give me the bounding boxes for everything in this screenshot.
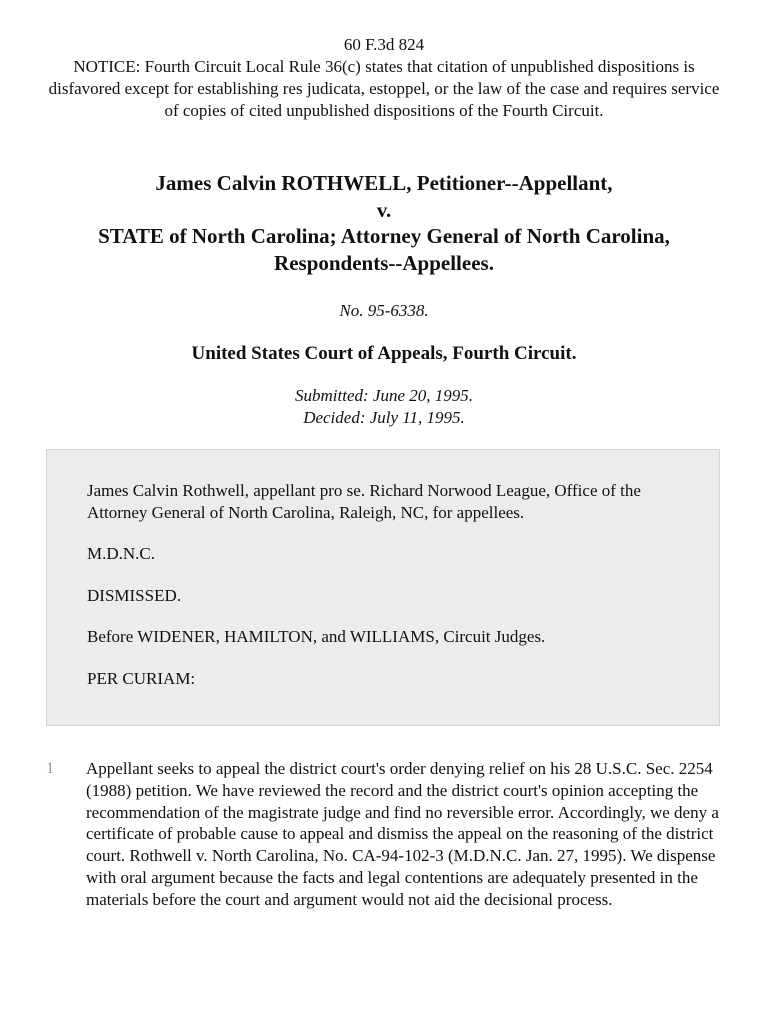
document-header <box>40 34 728 122</box>
prelim-box <box>46 449 720 726</box>
unpublished-notice: NOTICE: Fourth Circuit Local Rule 36(c) states that citation of unpublished dispositions is disfavored except for establishing res judicata, estoppel, or the law of the case and requires service of copies of cited unpublished dispositions of the Fourth Circuit. <box>48 57 720 120</box>
versus-line: v. <box>376 197 392 222</box>
docket-number: No. 95-6338. <box>339 301 429 320</box>
paragraph-text: Appellant seeks to appeal the district court's order denying relief on his 28 U.S.C. Sec. 2254 (1988) petition. We have reviewed the record and the district court's opinion accepting the recommendation of the magistrate judge and find no reversible error. Accordingly, we deny a certificate of probable cause to appeal and dismiss the appeal on the reasoning of the district court. Rothwell v. North Carolina, No. CA-94-102-3 (M.D.N.C. Jan. 27, 1995). We dispense with oral argument because the facts and legal contentions are adequately presented in the materials before the court and argument would not aid the decisional process. <box>86 759 719 909</box>
district-text: M.D.N.C. <box>87 544 156 563</box>
petitioner-line: James Calvin ROTHWELL, Petitioner--Appellant, <box>155 171 613 195</box>
disposition-text: DISMISSED. <box>87 585 181 605</box>
per-curiam-text: PER CURIAM: <box>87 668 196 688</box>
respondents-line: STATE of North Carolina; Attorney General of North Carolina, Respondents--Appellees. <box>98 224 670 275</box>
case-dates <box>40 385 728 429</box>
case-caption <box>40 170 728 276</box>
counsel-text: James Calvin Rothwell, appellant pro se. Richard Norwood League, Office of the Attorney General of North Carolina, Raleigh, NC, for appellees. <box>87 481 641 522</box>
decided-date: Decided: July 11, 1995. <box>303 408 465 427</box>
submitted-date: Submitted: June 20, 1995. <box>295 386 473 405</box>
paragraph-number: 1 <box>46 760 54 777</box>
citation: 60 F.3d 824 <box>343 35 425 54</box>
court-name: United States Court of Appeals, Fourth Circuit. <box>191 343 577 364</box>
panel-text: Before WIDENER, HAMILTON, and WILLIAMS, Circuit Judges. <box>87 627 546 646</box>
